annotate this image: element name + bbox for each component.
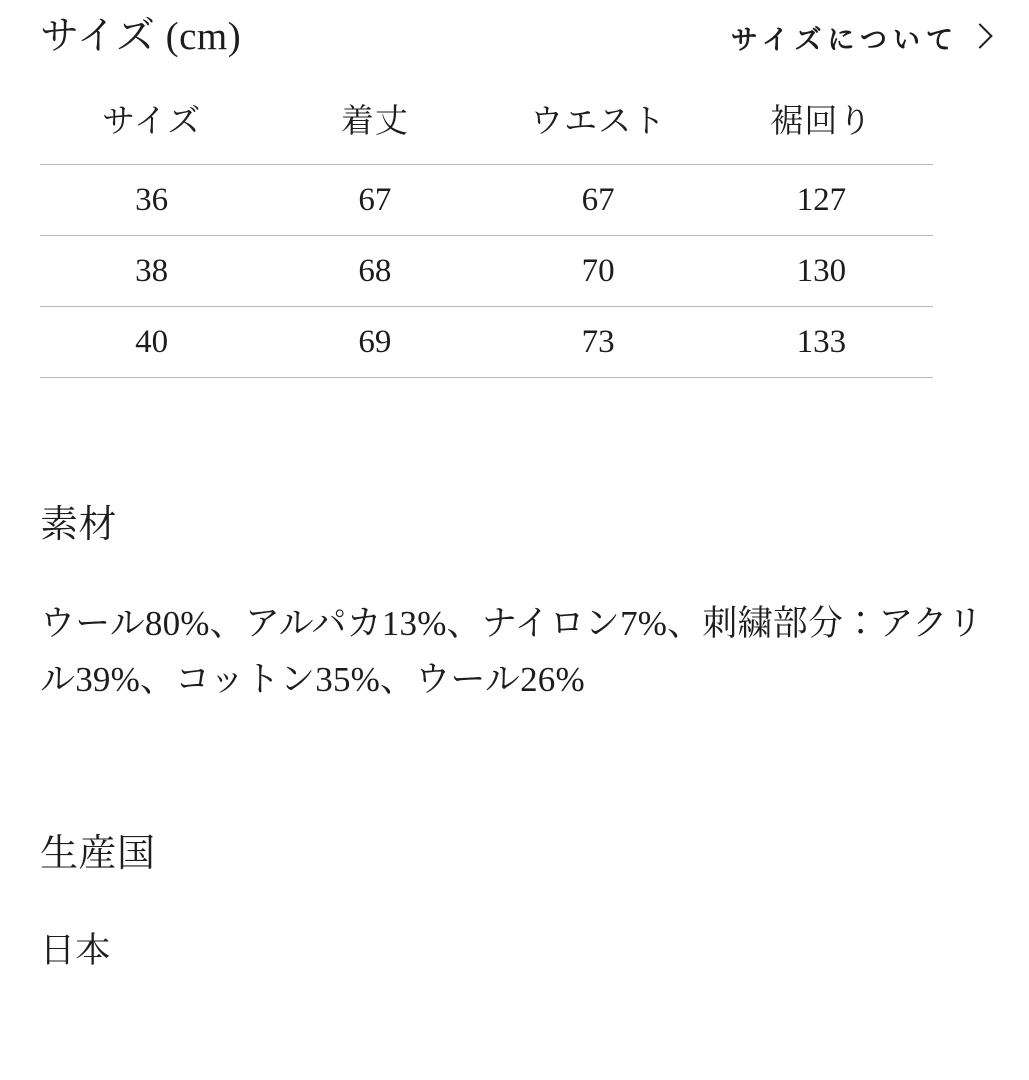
cell-length: 68 <box>358 252 392 289</box>
size-section-title: サイズ (cm) <box>40 15 242 58</box>
table-row <box>40 235 933 306</box>
cell-hem: 130 <box>796 252 847 289</box>
material-section-title: 素材 <box>40 503 118 546</box>
material-section <box>40 493 989 709</box>
cell-hem: 127 <box>796 181 847 218</box>
origin-section-body: 日本 <box>40 931 111 971</box>
cell-size: 40 <box>135 323 169 360</box>
table-header-row <box>40 95 933 165</box>
size-guide-link[interactable] <box>731 18 989 57</box>
column-header-size: サイズ <box>101 103 202 140</box>
cell-size: 36 <box>135 181 169 218</box>
material-section-body: ウール80%、アルパカ13%、ナイロン7%、刺繍部分：アクリル39%、コットン35%、ウール26% <box>40 603 983 700</box>
cell-waist: 73 <box>581 323 615 360</box>
table-row <box>40 164 933 235</box>
column-header-waist: ウエスト <box>530 103 667 140</box>
cell-size: 38 <box>135 252 169 289</box>
size-table-body <box>40 164 933 377</box>
column-header-hem: 裾回り <box>770 103 873 140</box>
size-table-head <box>40 95 933 165</box>
cell-length: 67 <box>358 181 392 218</box>
size-table <box>40 95 933 378</box>
table-row <box>40 306 933 377</box>
origin-section-title: 生産国 <box>40 833 156 876</box>
cell-hem: 133 <box>796 323 847 360</box>
chevron-right-icon <box>967 23 992 48</box>
origin-section <box>40 822 989 980</box>
cell-length: 69 <box>358 323 392 360</box>
column-header-length: 着丈 <box>340 103 409 140</box>
size-guide-link-label: サイズについて <box>730 25 959 55</box>
cell-waist: 67 <box>581 181 615 218</box>
size-section-header <box>40 0 989 61</box>
cell-waist: 70 <box>581 252 615 289</box>
